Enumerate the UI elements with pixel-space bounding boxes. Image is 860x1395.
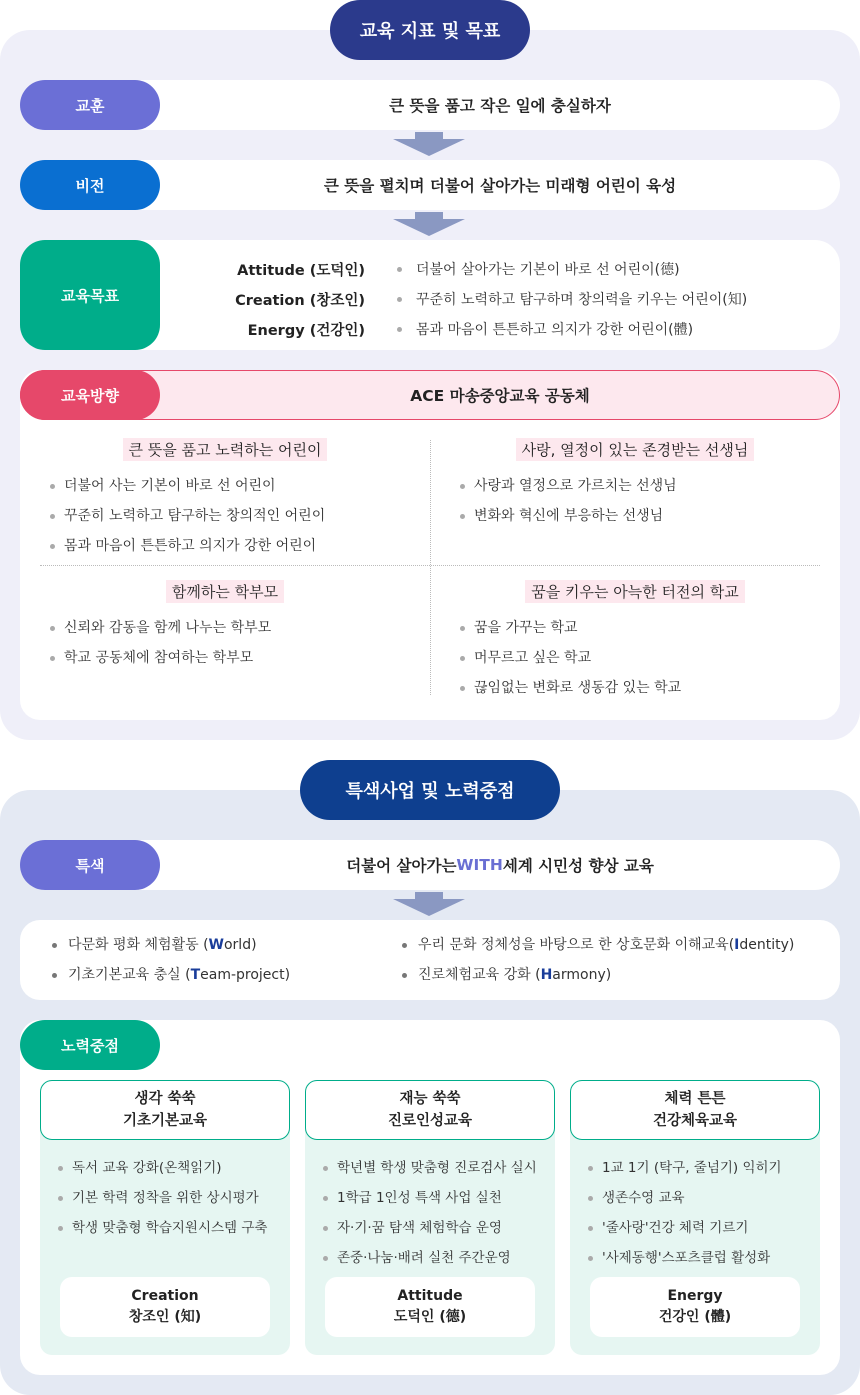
goal-item [160, 254, 840, 284]
list-item: 학교 공동체에 참여하는 학부모 [42, 643, 430, 673]
list-item: 존중·나눔·배려 실천 주간운영 [315, 1243, 537, 1273]
card-footer-en: Attitude [397, 1288, 463, 1304]
goals-list [160, 254, 840, 344]
list-item: 꿈을 가꾸는 학교 [452, 613, 840, 643]
list-item: '사제동행'스포츠클럽 활성화 [580, 1243, 782, 1273]
card-footer [590, 1277, 800, 1337]
down-arrow-icon [393, 892, 465, 917]
goal-key: Attitude (도덕인) [237, 262, 365, 279]
card-list [580, 1153, 782, 1273]
card-footer-ko: 건강인 (體) [658, 1309, 732, 1325]
feature-column [390, 930, 794, 990]
card-header [570, 1080, 820, 1140]
quadrant-students [20, 438, 430, 561]
vision-row [20, 160, 840, 210]
divider-vertical [430, 440, 431, 695]
feature-item-text: eam-project) [200, 967, 291, 983]
goal-value: 꾸준히 노력하고 탐구하며 창의력을 키우는 어린이(知) [416, 292, 748, 308]
feature-row [20, 840, 840, 890]
list-item: 신뢰와 감동을 함께 나누는 학부모 [42, 613, 430, 643]
direction-label: 교육방향 [20, 370, 160, 420]
feature-item-letter: T [190, 967, 201, 983]
feature-text [160, 840, 840, 890]
bullet-icon [397, 267, 402, 272]
card-subtitle: 기초기본교육 [122, 1113, 208, 1129]
goal-item [160, 284, 840, 314]
list-item: 꾸준히 노력하고 탐구하는 창의적인 어린이 [42, 501, 430, 531]
goal-key: Energy (건강인) [247, 322, 365, 339]
feature-item-text: 기초기본교육 충실 ( [68, 967, 191, 983]
card-header [40, 1080, 290, 1140]
list-item: 학년별 학생 맞춤형 진로검사 실시 [315, 1153, 537, 1183]
list-item: '줄사랑'건강 체력 기르기 [580, 1213, 782, 1243]
quadrant-teachers [430, 438, 840, 531]
card-title: 재능 쑥쑥 [399, 1091, 461, 1107]
card-footer-en: Creation [131, 1288, 199, 1304]
card-footer-en: Energy [667, 1288, 723, 1304]
card-footer-ko: 도덕인 (德) [393, 1309, 467, 1325]
feature-item-text: 우리 문화 정체성을 바탕으로 한 상호문화 이해교육( [418, 937, 735, 953]
direction-text: ACE 마송중앙교육 공동체 [410, 387, 590, 405]
list-item: 변화와 혁신에 부응하는 선생님 [452, 501, 840, 531]
section-title-goals: 교육 지표 및 목표 [330, 0, 530, 60]
effort-label: 노력중점 [20, 1020, 160, 1070]
card-footer [325, 1277, 535, 1337]
card-title: 체력 튼튼 [664, 1091, 726, 1107]
vision-label: 비전 [20, 160, 160, 210]
list-item: 끊임없는 변화로 생동감 있는 학교 [452, 673, 840, 703]
feature-text-after: 세계 시민성 향상 교육 [502, 857, 654, 875]
goals-row [20, 240, 840, 350]
direction-header [20, 370, 840, 420]
bullet-icon [397, 327, 402, 332]
feature-items-box [20, 920, 840, 1000]
feature-item [40, 960, 290, 990]
feature-text-highlight: WITH [456, 856, 503, 874]
quadrant-title: 함께하는 학부모 [166, 580, 284, 603]
quadrant-title: 사랑, 열정이 있는 존경받는 선생님 [516, 438, 755, 461]
card-footer [60, 1277, 270, 1337]
effort-card-energy [570, 1080, 820, 1355]
goal-value: 몸과 마음이 튼튼하고 의지가 강한 어린이(體) [416, 322, 694, 338]
motto-label: 교훈 [20, 80, 160, 130]
section-title-features: 특색사업 및 노력중점 [300, 760, 560, 820]
feature-item-text: dentity) [739, 937, 795, 953]
bullet-icon [397, 297, 402, 302]
feature-item [390, 930, 794, 960]
divider-horizontal [40, 565, 820, 566]
vision-text: 큰 뜻을 펼치며 더불어 살아가는 미래형 어린이 육성 [323, 177, 677, 195]
list-item: 학생 맞춤형 학습지원시스템 구축 [50, 1213, 267, 1243]
list-item: 더불어 사는 기본이 바로 선 어린이 [42, 471, 430, 501]
list-item: 기본 학력 정착을 위한 상시평가 [50, 1183, 267, 1213]
card-footer-ko: 창조인 (知) [128, 1309, 202, 1325]
feature-item-letter: W [208, 937, 224, 953]
feature-item-text: orld) [223, 937, 257, 953]
effort-card-attitude [305, 1080, 555, 1355]
goals-label: 교육목표 [20, 240, 160, 350]
card-title: 생각 쑥쑥 [134, 1091, 196, 1107]
card-list [315, 1153, 537, 1273]
feature-item-letter: I [734, 937, 740, 953]
quadrant-title: 큰 뜻을 품고 노력하는 어린이 [123, 438, 328, 461]
effort-card-creation [40, 1080, 290, 1355]
list-item: 1교 1기 (탁구, 줄넘기) 익히기 [580, 1153, 782, 1183]
feature-item-text: 진로체험교육 강화 ( [418, 967, 541, 983]
down-arrow-icon [393, 212, 465, 237]
goal-key: Creation (창조인) [235, 292, 365, 309]
card-subtitle: 진로인성교육 [387, 1113, 473, 1129]
list-item: 자·기·꿈 탐색 체험학습 운영 [315, 1213, 537, 1243]
feature-label: 특색 [20, 840, 160, 890]
feature-column [40, 930, 290, 990]
feature-item [40, 930, 290, 960]
quadrant-parents [20, 580, 430, 673]
quadrant-title: 꿈을 키우는 아늑한 터전의 학교 [525, 580, 744, 603]
list-item: 머무르고 싶은 학교 [452, 643, 840, 673]
feature-item-letter: H [540, 967, 553, 983]
card-subtitle: 건강체육교육 [652, 1113, 738, 1129]
list-item: 1학급 1인성 특색 사업 실천 [315, 1183, 537, 1213]
motto-text: 큰 뜻을 품고 작은 일에 충실하자 [389, 97, 611, 115]
feature-text-before: 더불어 살아가는 [346, 857, 457, 875]
card-list [50, 1153, 267, 1243]
list-item: 생존수영 교육 [580, 1183, 782, 1213]
down-arrow-icon [393, 132, 465, 157]
feature-item [390, 960, 794, 990]
list-item: 몸과 마음이 튼튼하고 의지가 강한 어린이 [42, 531, 430, 561]
goal-value: 더불어 살아가는 기본이 바로 선 어린이(德) [416, 262, 680, 278]
list-item: 독서 교육 강화(온책읽기) [50, 1153, 267, 1183]
goal-item [160, 314, 840, 344]
list-item: 사랑과 열정으로 가르치는 선생님 [452, 471, 840, 501]
feature-item-text: 다문화 평화 체험활동 ( [68, 937, 209, 953]
motto-row [20, 80, 840, 130]
quadrant-school [430, 580, 840, 703]
card-header [305, 1080, 555, 1140]
feature-item-text: armony) [552, 967, 612, 983]
